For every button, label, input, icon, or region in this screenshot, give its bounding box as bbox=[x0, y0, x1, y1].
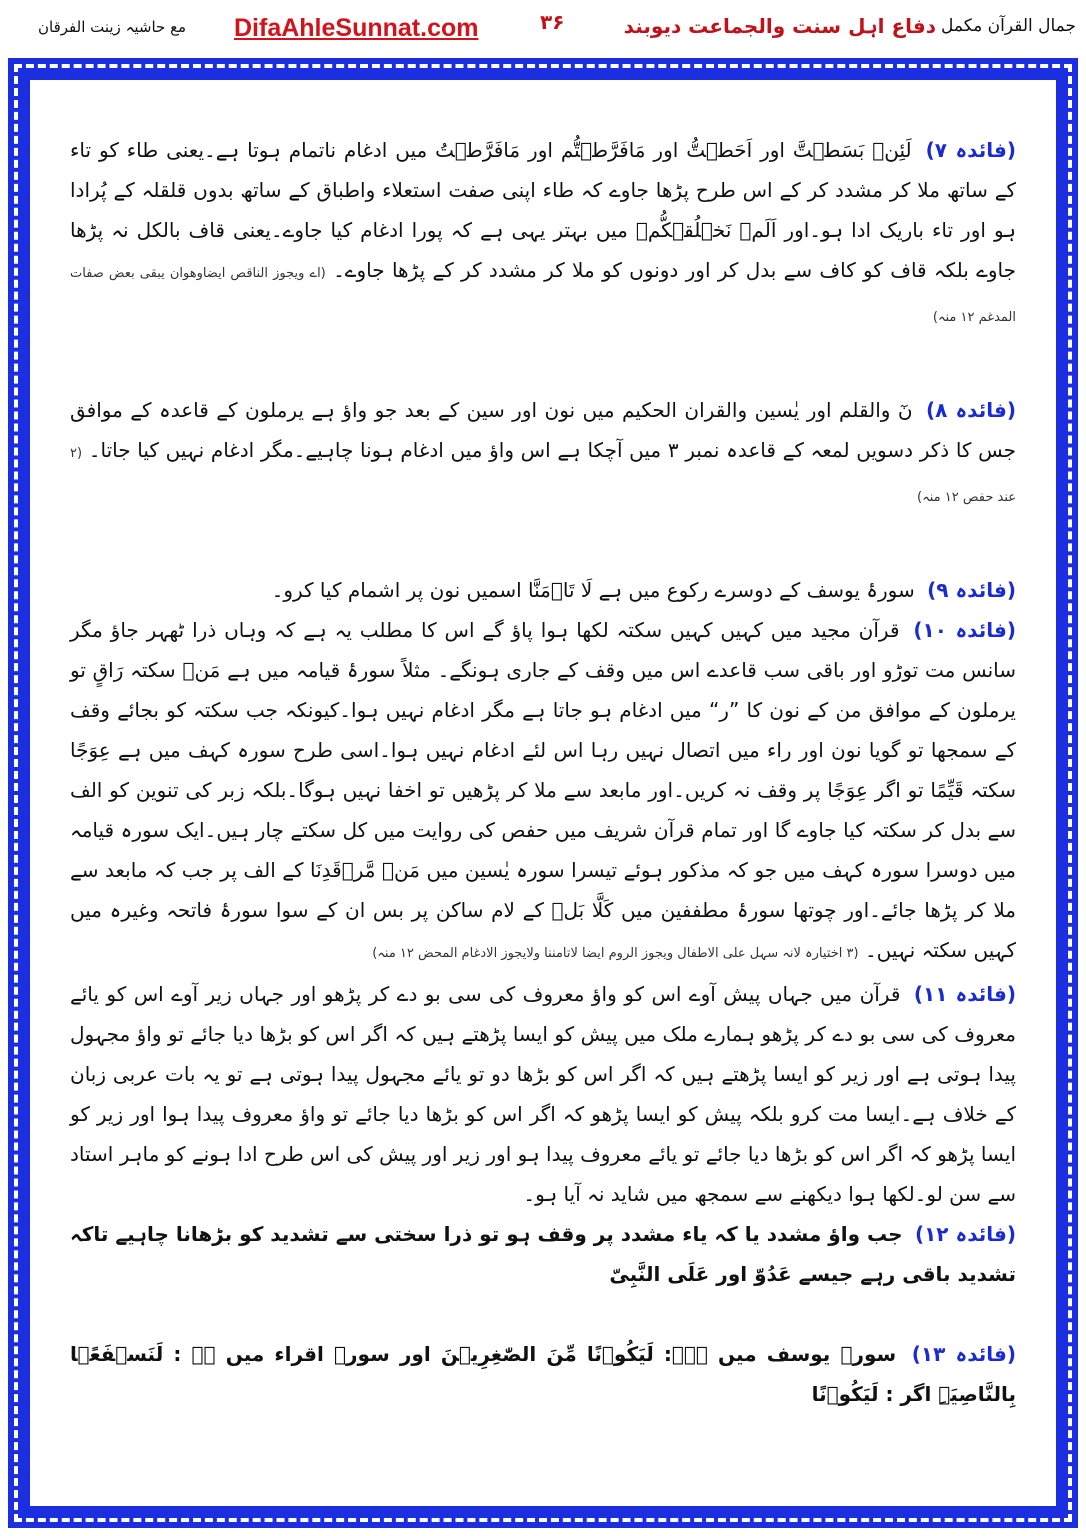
faida-text: نٓ والقلم اور یٰسین والقران الحکیم میں نون اور سین کے بعد جو واؤ ہے یرملون کے قاعدہ کے موافق جس کا ذکر دسویں لمعہ کے قاعدہ نمبر ۳ میں آچکا ہے اس واؤ میں ادغام ہونا چاہیے۔مگر ادغام نہیں کیا جاتا۔ bbox=[70, 398, 1016, 462]
faida-13 bbox=[70, 1334, 1016, 1414]
site-name: دفاع اہل سنت والجماعت دیوبند bbox=[623, 14, 936, 38]
faida-text: قرآن مجید میں کہیں کہیں سکتہ لکھا ہوا پاؤ گے اس کا مطلب یہ ہے کہ وہاں ذرا ٹھہر جاؤ مگر سانس مت توڑو اور باقی سب قاعدے اس میں وقف کے جاری ہونگے۔ مثلاً سورۂ قیامہ میں ہے مَنۡ سکتہ رَاقٍ تو یرملون کے موافق من کے نون کا ”ر“ میں ادغام ہو جاتا ہے مگر ادغام نہیں ہوا۔کیونکہ جب سکتہ کو بجائے وقف کے سمجھا تو گویا نون اور راء میں اتصال نہیں رہا اس لئے ادغام نہیں ہوا۔اسی طرح سورہ کہف میں ہے عِوَجًا سکتہ قَیِّمًا تو اگر عِوَجًا پر وقف نہ کریں۔اور مابعد سے ملا کر پڑھیں تو اخفا نہیں ہوگا۔بلکہ زبر کی تنوین کو الف سے بدل کر سکتہ کیا جاوے گا اور تمام قرآن شریف میں حفص کی روایت میں کل سکتے چار ہیں۔ایک سورہ قیامہ میں دوسرا سورہ کہف میں جو کہ مذکور ہوئے تیسرا سورہ یٰسین میں مَنۡ مَّرۡقَدِنَا کے الف پر جب کہ مابعد سے ملا کر پڑھا جائے۔اور چوتھا سورۂ مطففین میں کَلَّا بَلۡ کے لام ساکن پر بس ان کے سوا سورۂ فاتحہ وغیرہ میں کہیں سکتہ نہیں۔ bbox=[70, 618, 1016, 962]
faida-label: (فائدہ ۱۳) bbox=[911, 1342, 1016, 1366]
faida-label: (فائدہ ۱۱) bbox=[913, 982, 1016, 1006]
faida-text: جب واؤ مشدد یا کہ یاء مشدد پر وقف ہو تو ذرا سختی سے تشدید کو بڑھانا چاہیے تاکہ تشدید باقی رہے جیسے عَدُوّ اور عَلَی النَّبِیّ bbox=[70, 1222, 1016, 1286]
faida-12 bbox=[70, 1214, 1016, 1294]
footnote: (اے ویجوز الناقص ایضاوھوان یبقی بعض صفات المدغم ۱۲ منہ) bbox=[70, 266, 1016, 325]
page-content bbox=[30, 80, 1056, 1506]
footnote: (۲ عند حفص ۱۲ منہ) bbox=[70, 446, 1016, 505]
faida-label: (فائدہ ۱۰) bbox=[913, 618, 1016, 642]
website-link[interactable]: DifaAhleSunnat.com bbox=[234, 14, 479, 42]
faida-text: لَئِنۡ بَسَطۡتَّ اور اَحَطۡتُّ اور مَافَرَّطۡتُّم اور مَافَرَّطۡتُ میں ادغام ناتمام ہوتا ہے۔یعنی طاء کو تاء کے ساتھ ملا کر مشدد کر کے اس طرح پڑھا جاوے کہ طاء اپنی صفت استعلاء واطباق کے ساتھ بدوں قلقلہ کے پُرادا ہو اور تاء باریک ادا ہو۔اور اَلَمۡ نَخۡلُقۡکُّمۡ میں بہتر یہی ہے کہ پورا ادغام کیا جاوے۔یعنی قاف بالکل نہ پڑھا جاوے بلکہ قاف کو کاف سے بدل کر اور دونوں کو ملا کر مشدد کر کے پڑھا جاوے۔ bbox=[70, 138, 1017, 282]
faida-text: قرآن میں جہاں پیش آوے اس کو واؤ معروف کی سی بو دے کر پڑھو اور جہاں زیر آوے اس کو یائے معروف کی سی بو دے کر پڑھو ہمارے ملک میں پیش کو ایسا پڑھتے ہیں کہ اگر اس کو بڑھا دیا جائے تو واؤ مجہول پیدا ہوتی ہے اور زیر کو ایسا پڑھتے ہیں کہ اگر اس کو بڑھا دو تو یائے مجہول پیدا ہوتی ہے تو یہ بات عربی زبان کے خلاف ہے۔ایسا مت کرو بلکہ پیش کو ایسا پڑھو کہ اگر اس کو بڑھا دیا جائے تو واؤ معروف پیدا ہوا اور زیر کو ایسا پڑھو کہ اگر اس کو بڑھا دیا جائے تو یائے معروف پیدا ہو اور زیر اور پیش کی اس طرح ادا ہونے کو ماہر استاد سے سن لو۔لکھا ہوا دیکھنے سے سمجھ میں شاید نہ آیا ہو۔ bbox=[70, 982, 1016, 1206]
faida-label: (فائدہ ۸) bbox=[926, 398, 1016, 422]
faida-label: (فائدہ ۹) bbox=[927, 578, 1016, 602]
book-title: جمال القرآن مکمل bbox=[941, 16, 1076, 36]
decorative-border bbox=[8, 58, 1078, 1528]
faida-label: (فائدہ ۷) bbox=[925, 138, 1016, 162]
faida-text: سورۂ یوسف کے دوسرے رکوع میں ہے لَا تَاۡمَنَّا اسمیں نون پر اشمام کیا کرو۔ bbox=[271, 578, 915, 602]
faida-7 bbox=[70, 130, 1016, 338]
faida-9 bbox=[70, 570, 1016, 610]
faida-11 bbox=[70, 974, 1016, 1214]
faida-10 bbox=[70, 610, 1016, 974]
page-number: ۳۶ bbox=[540, 10, 565, 34]
faida-label: (فائدہ ۱۲) bbox=[914, 1222, 1017, 1246]
book-subtitle: مع حاشیہ زینت الفرقان bbox=[38, 18, 187, 36]
page-header bbox=[0, 0, 1086, 56]
faida-text: سورۂ یوسف میں ہے۔: لَیَکُوۡنًا مِّنَ الصّٰغِرِیۡنَ اور سورۂ اقراء میں ہے : لَنَسۡفَعًۢا بِالنَّاصِیَۃِ اگر : لَیَکُوۡنًا bbox=[70, 1342, 1016, 1406]
footnote: (۳ اختیارہ لانہ سہل علی الاطفال ویجوز الروم ایضا لاتامننا ولایجوز الادغام المحض ۱۲ منہ) bbox=[372, 946, 859, 961]
faida-8 bbox=[70, 390, 1016, 518]
